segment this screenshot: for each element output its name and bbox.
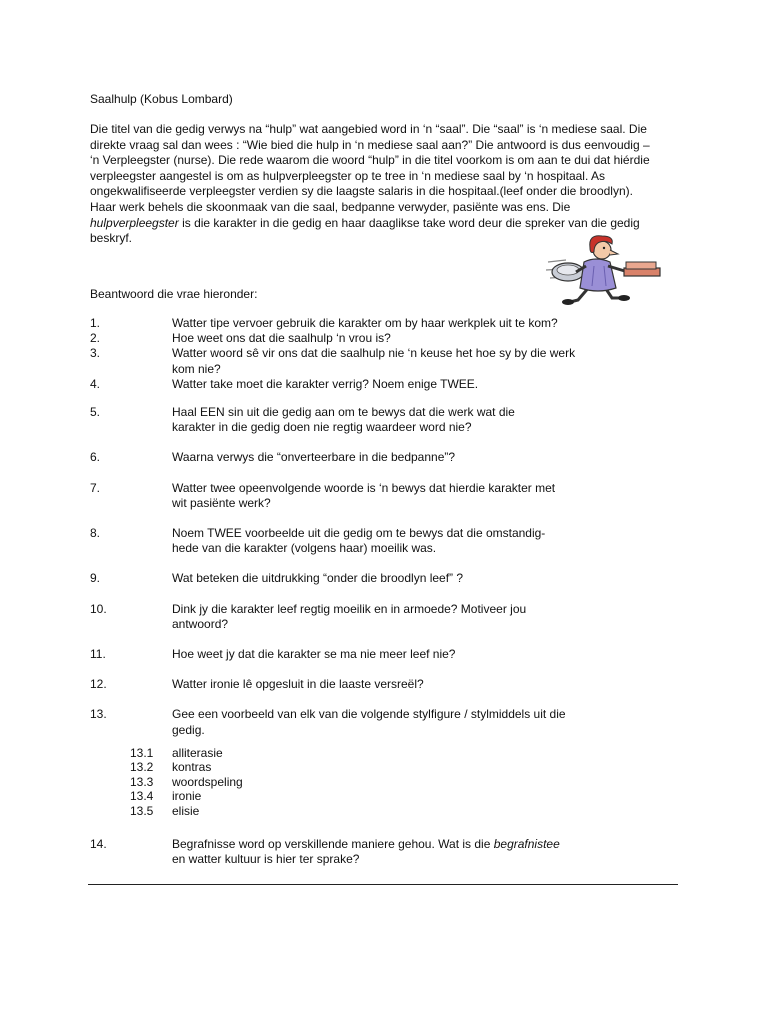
intro-paragraph [90, 122, 690, 247]
subquestion-number: 13.5 [130, 803, 154, 818]
subquestion-item [130, 775, 243, 789]
question-text: Watter woord sê vir ons dat die saalhulp nie ‘n keuse het hoe sy by die werk [172, 346, 576, 361]
question-item [90, 526, 610, 556]
italic-term: hulpverpleegster [90, 215, 179, 230]
question-text: Hoe weet ons dat die saalhulp ‘n vrou is? [172, 331, 391, 346]
intro-line: ongekwalifiseerde verpleegster verdien sy die laagste salaris in die hospitaal.(leef onder die broodlyn). [90, 184, 633, 199]
question-number: 9. [90, 571, 101, 586]
subquestion-item [130, 804, 243, 818]
question-item [90, 377, 610, 392]
subquestion-label: kontras [172, 760, 212, 775]
question-item [90, 316, 610, 331]
question-text: Watter tipe vervoer gebruik die karakter om by haar werkplek uit te kom? [172, 316, 558, 330]
italic-term: begrafnistee [493, 837, 560, 851]
question-text: Haal EEN sin uit die gedig aan om te bewys dat die werk wat die [172, 405, 515, 420]
question-number: 1. [90, 316, 101, 330]
subquestion-label: woordspeling [172, 774, 243, 789]
question-text: Hoe weet jy dat die karakter se ma nie meer leef nie? [172, 647, 456, 662]
intro-line: Haar werk behels die skoonmaak van die saal, bedpanne verwyder, pasiënte was ens. Die [90, 199, 571, 214]
question-item [90, 571, 610, 586]
subquestion-label: alliterasie [172, 746, 223, 760]
question-text: Watter take moet die karakter verrig? Noem enige TWEE. [172, 376, 479, 391]
subquestion-number: 13.2 [130, 760, 154, 775]
question-item [90, 602, 610, 632]
intro-line: verpleegster aangestel is om as hulpverpleegster op te tree in ‘n mediese saal by ‘n hospitaal. As [90, 168, 605, 183]
intro-line: ‘n Verpleegster (nurse). Die rede waarom die woord “hulp” in die titel voorkom is om aan te dui dat hiérdie [90, 153, 650, 168]
subquestion-label: ironie [172, 789, 202, 804]
question-text: hede van die karakter (volgens haar) moeilik was. [172, 541, 437, 556]
question-item [90, 405, 610, 435]
document-title: Saalhulp (Kobus Lombard) [90, 92, 233, 106]
question-text: Noem TWEE voorbeelde uit die gedig om te bewys dat die omstandig- [172, 526, 546, 541]
question-number: 7. [90, 480, 101, 495]
instruction-text: Beantwoord die vrae hieronder: [90, 287, 258, 301]
question-text: Wat beteken die uitdrukking “onder die broodlyn leef” ? [172, 571, 464, 586]
question-number: 4. [90, 376, 101, 391]
question-number: 11. [90, 647, 106, 662]
subquestion-number: 13.1 [130, 746, 154, 760]
question-text: Gee een voorbeeld van elk van die volgende stylfigure / stylmiddels uit die [172, 707, 566, 722]
question-number: 8. [90, 526, 101, 541]
horizontal-rule [88, 884, 678, 885]
question-text: Watter ironie lê opgesluit in die laaste versreël? [172, 677, 424, 692]
question-text: en watter kultuur is hier ter sprake? [172, 852, 360, 867]
intro-line: direkte vraag sal dan wees : “Wie bied die hulp in ‘n mediese saal aan?” Die antwoord is dus eenvoudig – [90, 137, 650, 152]
question-text: Waarna verwys die “onverteerbare in die bedpanne”? [172, 450, 456, 465]
question-number: 2. [90, 331, 101, 346]
subquestion-number: 13.3 [130, 774, 154, 789]
subquestion-list [130, 746, 243, 818]
question-text: karakter in die gedig doen nie regtig waardeer word nie? [172, 420, 472, 435]
question-item [90, 647, 610, 662]
subquestion-item [130, 746, 243, 760]
subquestion-item [130, 789, 243, 803]
question-text: gedig. [172, 722, 205, 737]
question-number: 12. [90, 677, 107, 692]
question-number: 6. [90, 450, 101, 465]
question-text: kom nie? [172, 361, 221, 376]
question-text: Begrafnisse word op verskillende maniere gehou. Wat is die begrafnistee [172, 837, 560, 851]
question-item [90, 837, 650, 867]
question-item [90, 481, 610, 511]
subquestion-number: 13.4 [130, 789, 154, 804]
question-item [90, 346, 610, 376]
question-item [90, 331, 610, 346]
question-item [90, 677, 610, 692]
question-number: 14. [90, 837, 107, 851]
question-number: 10. [90, 601, 107, 616]
intro-line: Die titel van die gedig verwys na “hulp” wat aangebied word in ‘n “saal”. Die “saal” is ‘n mediese saal. Die [90, 122, 647, 136]
question-number: 13. [90, 707, 107, 722]
subquestion-label: elisie [172, 803, 200, 818]
nurse-illustration-icon [544, 232, 666, 308]
question-text: antwoord? [172, 616, 229, 631]
intro-line: hulpverpleegster is die karakter in die gedig en haar daaglikse take word deur die spreker van die gedig [90, 215, 640, 230]
question-number: 5. [90, 405, 101, 420]
question-item [90, 707, 610, 737]
question-item [90, 450, 610, 465]
question-text: Watter twee opeenvolgende woorde is ‘n bewys dat hierdie karakter met [172, 480, 556, 495]
question-list [90, 316, 610, 738]
question-number: 3. [90, 346, 101, 361]
question-text: Dink jy die karakter leef regtig moeilik en in armoede? Motiveer jou [172, 601, 527, 616]
intro-line: beskryf. [90, 231, 133, 246]
question-text: wit pasiënte werk? [172, 495, 271, 510]
subquestion-item [130, 760, 243, 774]
